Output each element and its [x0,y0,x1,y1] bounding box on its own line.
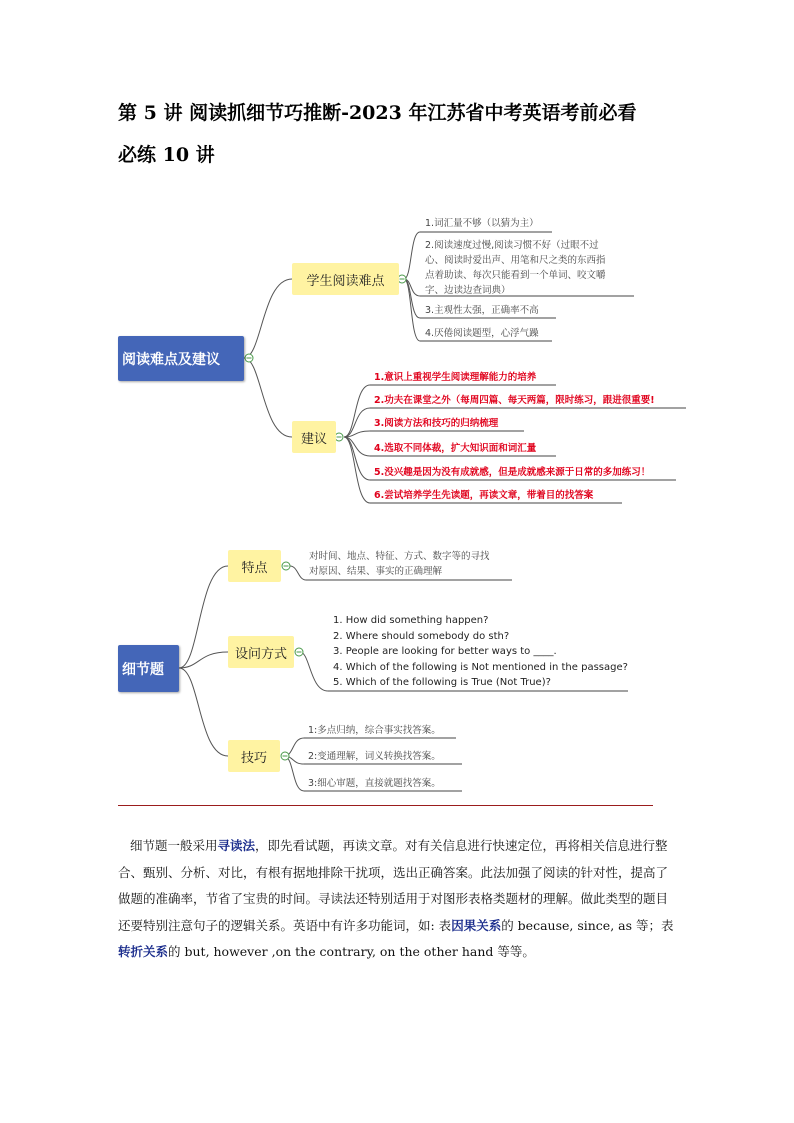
branch-features [228,550,281,582]
difficulty-item-1: 1.词汇量不够（以猜为主） [425,218,539,229]
features-list [309,549,490,579]
skills-item-1: 1:多点归纳，综合事实找答案。 [308,725,441,736]
mindmap1-root [118,336,244,381]
branch-advice [292,421,336,453]
mindmap2-root-label: 细节题 [122,661,164,678]
page-title-line2: 必练 10 讲 [118,144,215,166]
difficulty-item-2-line4: 字、边读边查词典） [425,285,511,296]
branch-skills [228,740,280,772]
difficulty-item-2-line1: 2.阅读速度过慢,阅读习惯不好（过眼不过 [425,240,599,251]
difficulty-item-3: 3.主观性太强，正确率不高 [425,305,539,316]
difficulty-item-2 [425,238,635,298]
questions-list [333,613,633,691]
difficulty-item-4: 4.厌倦阅读题型，心浮气躁 [425,328,539,339]
advice-item-6: 6.尝试培养学生先读题，再读文章，带着目的找答案 [374,490,594,501]
para-highlight-scan-reading: 寻读法 [217,838,256,853]
para-highlight-causal: 因果关系 [451,917,502,933]
page-title-line1: 第 5 讲 阅读抓细节巧推断-2023 年江苏省中考英语考前必看 [118,102,637,124]
difficulty-item-2-line3: 点着助读、每次只能看到一个单词、咬文嚼 [425,270,606,281]
advice-item-5: 5.没兴趣是因为没有成就感，但是成就感来源于日常的多加练习！ [374,467,651,478]
branch-questions [228,636,294,668]
skills-item-2: 2:变通理解，词义转换找答案。 [308,751,441,762]
para-text-1: 细节题一般采用 [130,838,218,853]
para-text-2: ，即先看试题，再读文章。对有关信息进行快速定位，再将相关信息进行整合、甄别、分析、对比，有根有据地排除干扰项，选出正确答案。此法加强了阅读的针对性，提高了做题的准确率，节省了宝贵的时间。寻读法还特别适用于对图形表格类题材的理解。做此类型的题目还要特别注意句子的逻辑关系。英语中有许多功能词，如: 表 [118,838,669,933]
advice-item-4: 4.选取不同体裁，扩大知识面和词汇量 [374,443,537,454]
advice-item-2: 2.功夫在课堂之外（每周四篇、每天两篇，限时练习，跟进很重要! [374,395,655,406]
para-text-3: 的 because, since, as 等；表 [501,917,674,933]
advice-item-1: 1.意识上重视学生阅读理解能力的培养 [374,372,537,383]
advice-item-3: 3.阅读方法和技巧的归纳梳理 [374,418,499,429]
features-item-2: 对原因、结果、事实的正确理解 [309,566,443,577]
para-highlight-contrast: 转折关系 [118,944,169,959]
features-item-1: 对时间、地点、特征、方式、数字等的寻找 [309,551,490,562]
branch-advice-label: 建议 [300,431,327,447]
question-item-2: 2. Where should somebody do sth? [333,630,510,642]
branch-skills-label: 技巧 [240,750,267,766]
question-item-4: 4. Which of the following is Not mentioned in the passage? [333,661,628,673]
body-paragraph [118,833,678,966]
mindmap1-root-label: 阅读难点及建议 [122,351,220,368]
question-item-5: 5. Which of the following is True (Not True)? [333,677,551,688]
branch-questions-label: 设问方式 [234,646,287,662]
skills-item-3: 3:细心审题，直接就题找答案。 [308,778,441,789]
branch-difficulty [292,263,399,295]
difficulty-item-2-line2: 心、阅读时爱出声、用笔和尺之类的东西指 [425,255,606,266]
branch-difficulty-label: 学生阅读难点 [306,273,385,289]
para-text-4: 的 but, however ,on the contrary, on the other hand 等等。 [168,944,535,959]
question-item-3: 3. People are looking for better ways to ____. [333,646,557,657]
section-divider [118,805,653,806]
branch-features-label: 特点 [241,560,268,576]
question-item-1: 1. How did something happen? [333,615,489,626]
mindmap2-root [118,645,179,692]
